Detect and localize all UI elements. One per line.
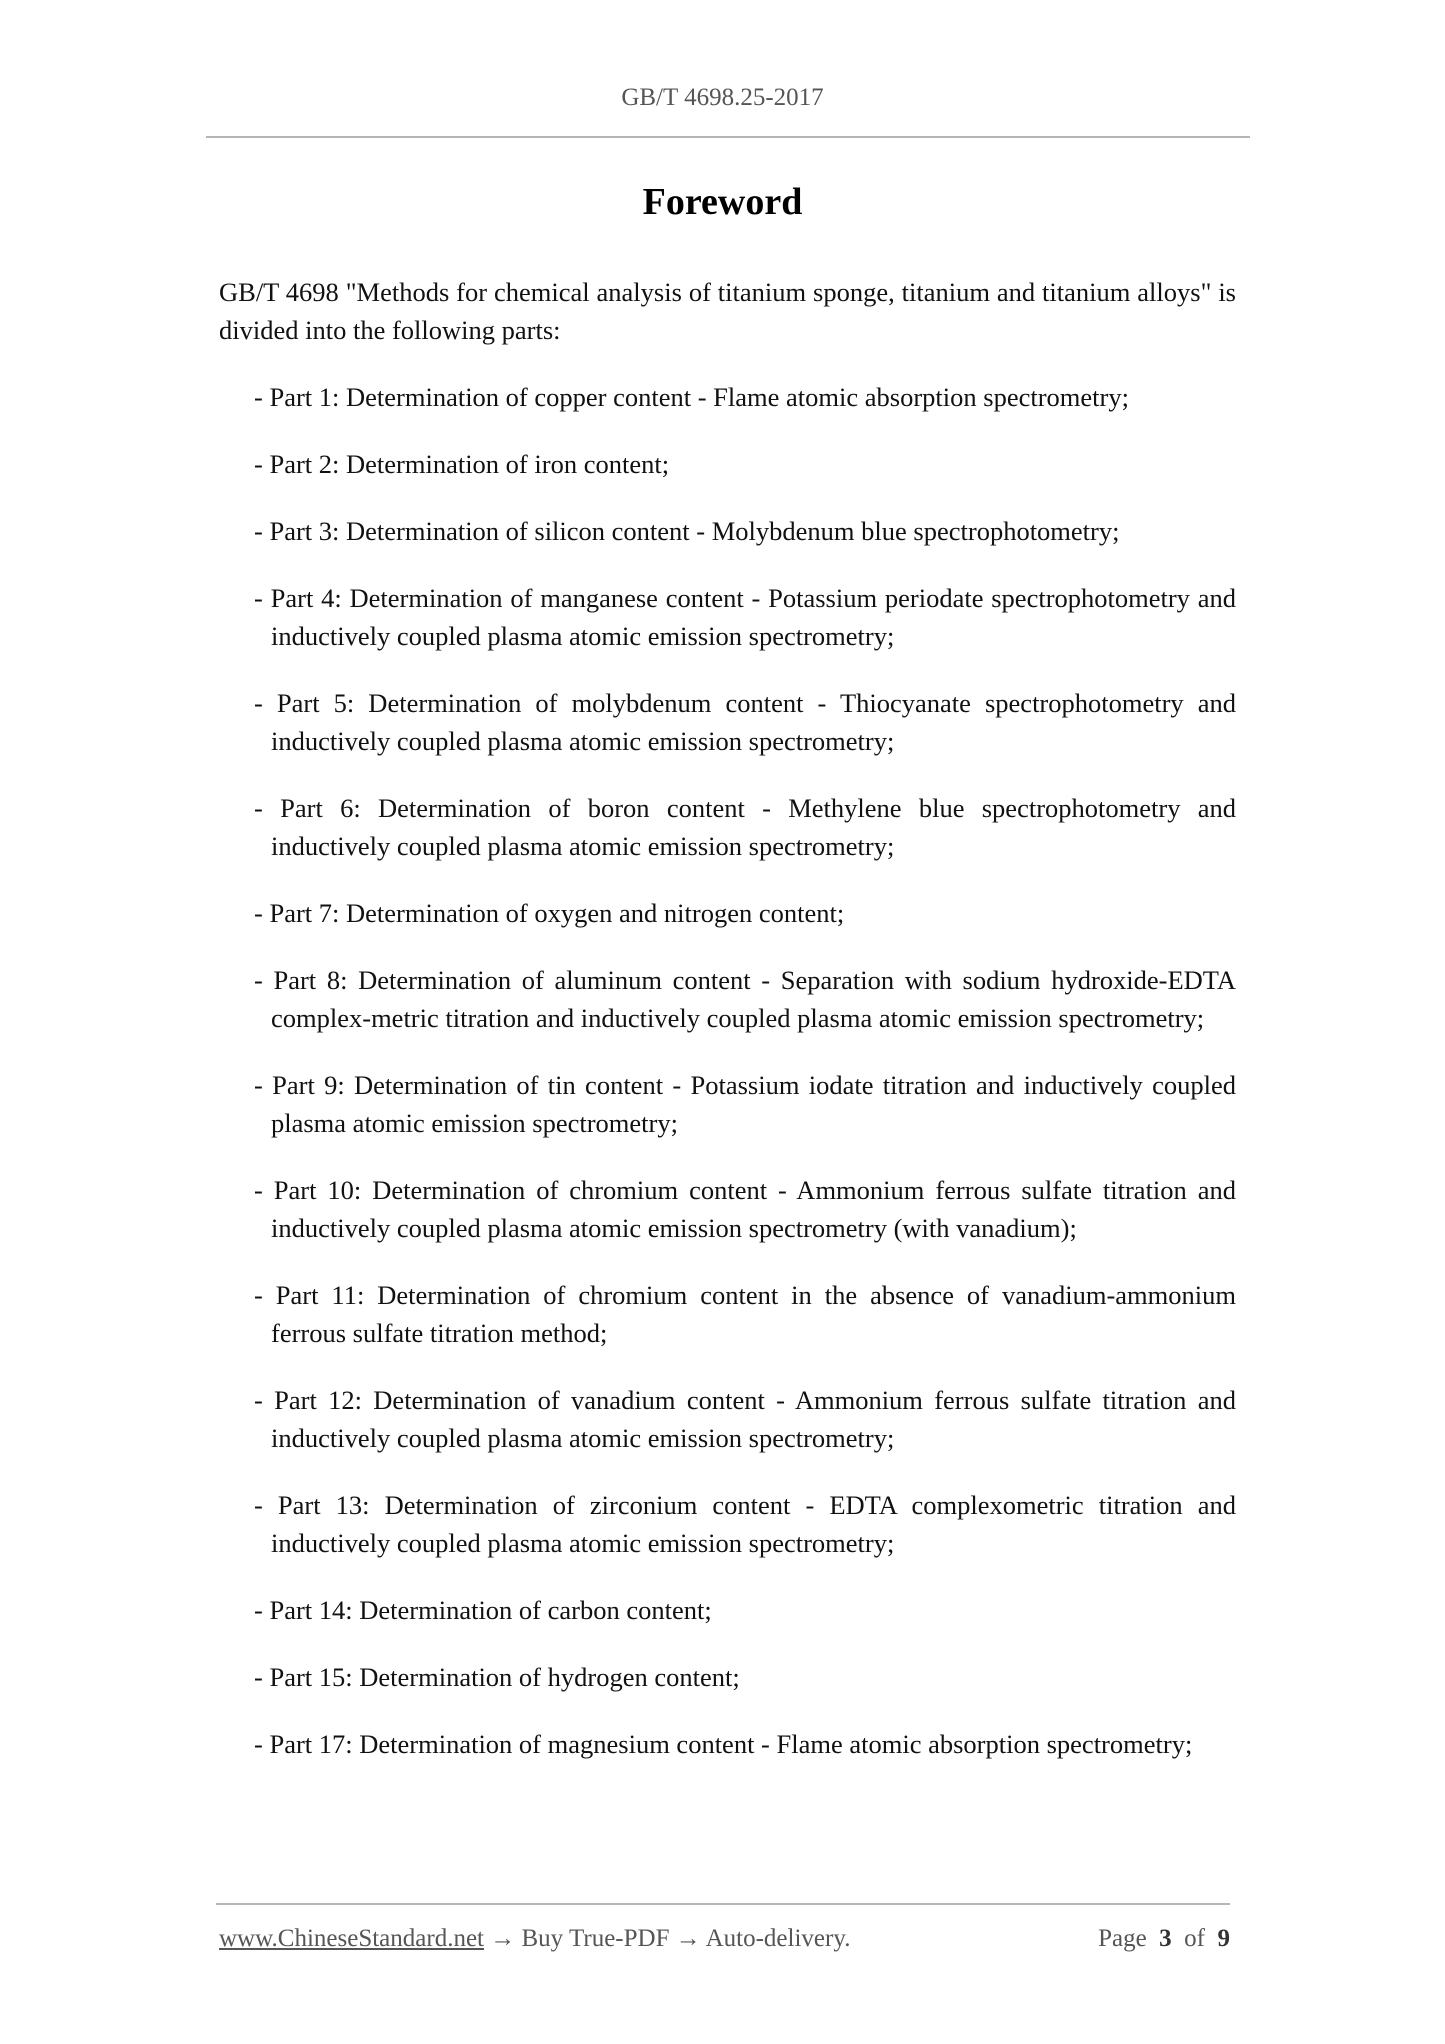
list-item: - Part 10: Determination of chromium content - Ammonium ferrous sulfate titration and inductively coupled plasma atomic emission spectrometry (with vanadium); [254,1175,1236,1243]
list-item: - Part 17: Determination of magnesium content - Flame atomic absorption spectrometry; [254,1729,1193,1759]
list-item: - Part 2: Determination of iron content; [254,449,670,479]
list-item: - Part 11: Determination of chromium content in the absence of vanadium-ammonium ferrous sulfate titration method; [254,1280,1236,1348]
header-divider [206,136,1250,138]
page-number [1098,1925,1230,1953]
list-item: - Part 14: Determination of carbon content; [254,1595,712,1625]
list-item: - Part 7: Determination of oxygen and nitrogen content; [254,898,845,928]
page-header-doc-id: GB/T 4698.25-2017 [621,84,824,111]
buy-true-pdf-text: Buy True-PDF [521,1925,670,1952]
list-item: - Part 8: Determination of aluminum content - Separation with sodium hydroxide-EDTA complex-metric titration and inductively coupled plasma atomic emission spectrometry; [254,965,1236,1033]
footer-promo [219,1925,850,1953]
list-item: - Part 15: Determination of hydrogen content; [254,1662,740,1692]
page-of: of [1184,1925,1205,1952]
parts-list [219,378,1236,1763]
list-item: - Part 9: Determination of tin content - Potassium iodate titration and inductively coupled plasma atomic emission spectrometry; [254,1070,1236,1138]
list-item: - Part 6: Determination of boron content - Methylene blue spectrophotometry and inductively coupled plasma atomic emission spectrometry; [254,793,1236,861]
page-title: Foreword [642,181,803,223]
list-item: - Part 12: Determination of vanadium content - Ammonium ferrous sulfate titration and inductively coupled plasma atomic emission spectrometry; [254,1385,1236,1453]
auto-delivery-text: Auto-delivery. [705,1925,851,1952]
document-body [219,273,1236,1792]
arrow-right-icon: → [490,1925,516,1952]
page-current: 3 [1159,1925,1172,1952]
footer-divider [216,1903,1230,1905]
page-label: Page [1098,1925,1147,1952]
intro-paragraph: GB/T 4698 "Methods for chemical analysis of titanium sponge, titanium and titanium alloys" is divided into the following parts: [219,277,1236,345]
page-footer [219,1925,1230,1953]
website-link[interactable]: www.ChineseStandard.net [219,1925,484,1952]
page-total: 9 [1217,1925,1230,1952]
list-item: - Part 4: Determination of manganese content - Potassium periodate spectrophotometry and inductively coupled plasma atomic emission spectrometry; [254,583,1236,651]
list-item: - Part 1: Determination of copper content - Flame atomic absorption spectrometry; [254,382,1129,412]
list-item: - Part 13: Determination of zirconium content - EDTA complexometric titration and inductively coupled plasma atomic emission spectrometry; [254,1490,1236,1558]
list-item: - Part 3: Determination of silicon content - Molybdenum blue spectrophotometry; [254,516,1120,546]
arrow-right-icon: → [675,1925,701,1952]
list-item: - Part 5: Determination of molybdenum content - Thiocyanate spectrophotometry and inductively coupled plasma atomic emission spectrometry; [254,688,1236,756]
